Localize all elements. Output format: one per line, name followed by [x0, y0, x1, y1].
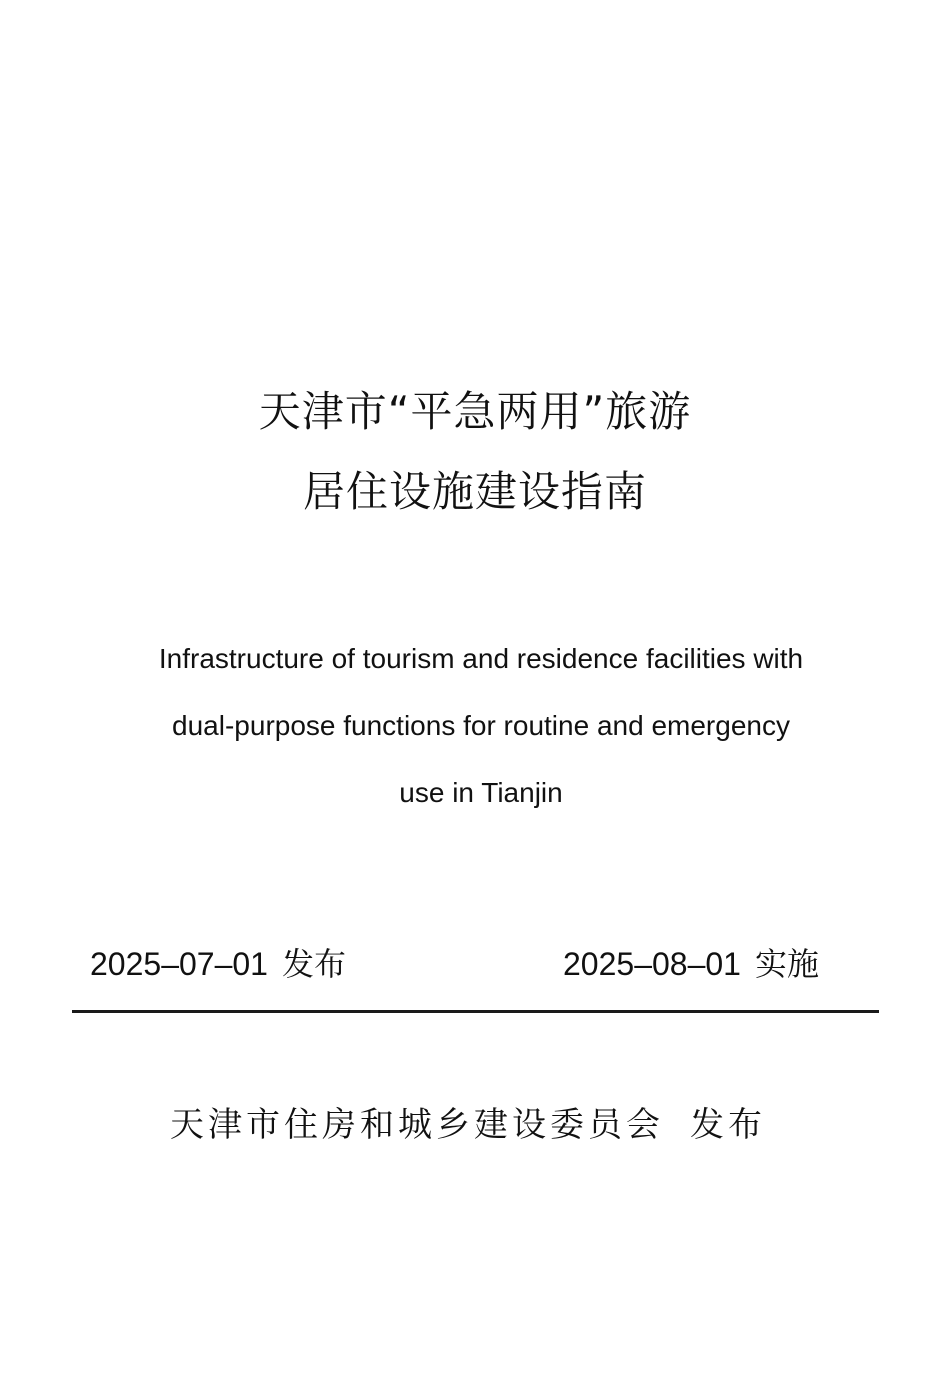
publisher-line	[170, 1098, 766, 1152]
issue-label: 发布	[281, 945, 346, 983]
issue-date: 2025–07–01	[90, 946, 268, 982]
english-title	[60, 625, 902, 826]
effective-date: 2025–08–01	[563, 946, 741, 982]
issue-date-row	[90, 940, 346, 988]
effective-date-row	[563, 940, 819, 988]
publisher-name: 天津市住房和城乡建设委员会	[170, 1105, 664, 1145]
english-title-line-2: dual-purpose functions for routine and emergency	[172, 710, 790, 741]
english-title-line-1: Infrastructure of tourism and residence facilities with	[158, 643, 804, 674]
horizontal-divider	[72, 1010, 879, 1013]
document-title	[0, 372, 950, 532]
effective-label: 实施	[754, 945, 819, 983]
title-line-2: 居住设施建设指南	[302, 467, 647, 516]
publisher-action: 发布	[690, 1105, 766, 1145]
english-title-line-3: use in Tianjin	[399, 777, 563, 808]
title-line-1: 天津市“平急两用”旅游	[258, 387, 692, 436]
